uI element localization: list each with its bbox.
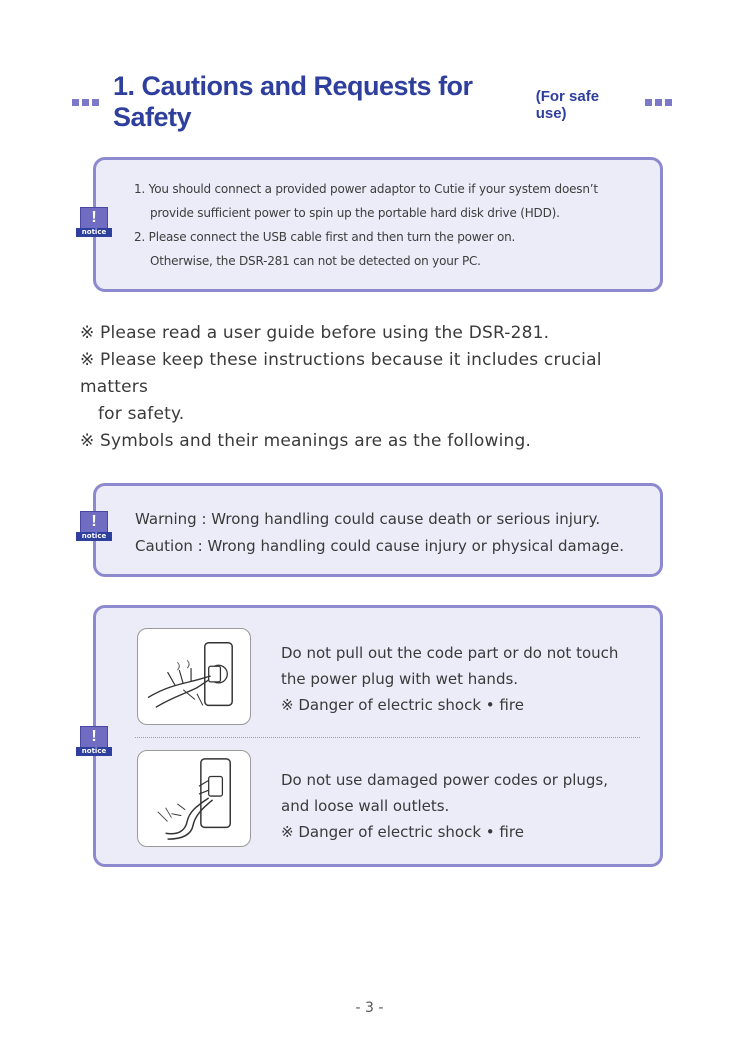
reference-note: ※ Please read a user guide before using the DSR-281. bbox=[80, 323, 550, 343]
dotted-divider bbox=[135, 737, 640, 738]
damaged-cord-instruction bbox=[281, 767, 651, 845]
notice-icon: ! notice bbox=[76, 726, 112, 756]
reference-notes bbox=[80, 320, 670, 455]
damaged-plug-icon bbox=[138, 751, 250, 846]
connection-notes bbox=[134, 177, 659, 273]
note-line: provide sufficient power to spin up the portable hard disk drive (HDD). bbox=[150, 206, 560, 220]
section-title: 1. Cautions and Requests for Safety bbox=[113, 71, 473, 132]
danger-note: ※ Danger of electric shock • fire bbox=[281, 696, 524, 714]
wet-hands-plug-illustration bbox=[137, 628, 251, 725]
reference-note: for safety. bbox=[98, 404, 185, 424]
instruction-line: the power plug with wet hands. bbox=[281, 670, 519, 688]
notice-icon: ! notice bbox=[76, 207, 112, 237]
note-line: Otherwise, the DSR-281 can not be detected on your PC. bbox=[150, 254, 481, 268]
danger-note: ※ Danger of electric shock • fire bbox=[281, 823, 524, 841]
wet-hands-instruction bbox=[281, 640, 651, 718]
caution-meaning: Caution : Wrong handling could cause injury or physical damage. bbox=[135, 537, 625, 555]
heading-decoration-right bbox=[645, 99, 672, 106]
reference-note: ※ Please keep these instructions because it includes crucial matters bbox=[80, 350, 602, 397]
page-number: - 3 - bbox=[355, 1000, 384, 1016]
section-heading bbox=[72, 71, 672, 132]
note-line: 1. You should connect a provided power adaptor to Cutie if your system doesn’t bbox=[134, 182, 598, 196]
instruction-line: Do not pull out the code part or do not touch bbox=[281, 644, 619, 662]
heading-decoration-left bbox=[72, 99, 99, 106]
notice-icon: ! notice bbox=[76, 511, 112, 541]
section-subtitle: (For safe use) bbox=[535, 88, 600, 122]
instruction-line: and loose wall outlets. bbox=[281, 797, 450, 815]
symbol-meanings bbox=[135, 506, 655, 560]
hand-pulling-plug-icon bbox=[138, 629, 250, 724]
note-line: 2. Please connect the USB cable first and then turn the power on. bbox=[134, 230, 516, 244]
warning-meaning: Warning : Wrong handling could cause death or serious injury. bbox=[135, 510, 601, 528]
reference-note: ※ Symbols and their meanings are as the following. bbox=[80, 431, 532, 451]
damaged-cord-illustration bbox=[137, 750, 251, 847]
instruction-line: Do not use damaged power codes or plugs, bbox=[281, 771, 609, 789]
